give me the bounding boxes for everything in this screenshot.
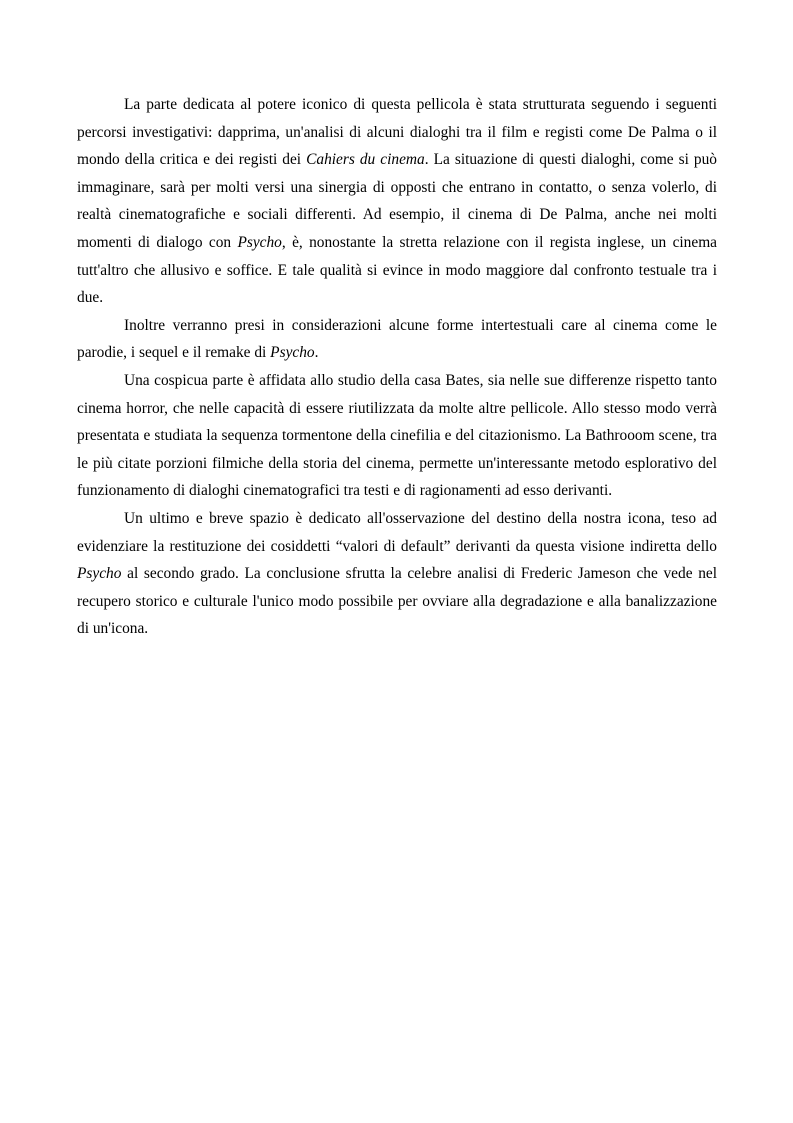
paragraph-text: Un ultimo e breve spazio è dedicato all'osservazione del destino della nostra icona, teso ad evidenziare la restituzione dei cosiddetti “valori di default” derivanti da questa visione indiretta dello xyxy=(77,509,717,555)
paragraph-text: Inoltre verranno presi in considerazioni alcune forme intertestuali care al cinema come le parodie, i sequel e il remake di xyxy=(77,316,717,362)
paragraph-text: La parte dedicata al potere iconico di questa pellicola è stata strutturata seguendo i seguenti percorsi investigativi: dapprima, un'analisi di alcuni dialoghi tra il film e registi come De Palma o il mondo della critica e dei registi dei xyxy=(77,96,717,169)
paragraph-text: , è, nonostante la stretta relazione con il regista inglese, un cinema tutt'altro che allusivo e soffice. E tale qualità si evince in modo maggiore dal confronto testuale tra i due. xyxy=(77,233,718,307)
paragraph-3 xyxy=(77,367,717,505)
paragraph-2 xyxy=(77,312,717,367)
paragraph-text: Una cospicua parte è affidata allo studio della casa Bates, sia nelle sue differenze rispetto tanto cinema horror, che nelle capacità di essere riutilizzata da molte altre pellicole. Allo stesso modo verrà presentata e studiata la sequenza tormentone della cinefilia e del citazionismo. La Bathrooom scene, tra le più citate porzioni filmiche della storia del cinema, permette un'interessante metodo esplorativo del funzionamento di dialoghi cinematografici tra testi e di ragionamenti ad esso derivanti. xyxy=(77,371,717,500)
paragraph-1 xyxy=(77,91,717,312)
paragraph-text: . La situazione di questi dialoghi, come si può immaginare, sarà per molti versi una sinergia di opposti che entrano in contatto, o senza volerlo, di realtà cinematografiche e sociali differenti. Ad esempio, il cinema di De Palma, anche nei molti momenti di dialogo con xyxy=(77,151,717,251)
paragraph-text: al secondo grado. La conclusione sfrutta la celebre analisi di Frederic Jameson che vede nel recupero storico e culturale l'unico modo possibile per ovviare alla degradazione e alla banalizzazione di un'icona. xyxy=(77,565,717,638)
paragraph-4 xyxy=(77,505,717,643)
paragraph-text: . xyxy=(314,344,319,362)
italic-title: Cahiers du cinema xyxy=(306,151,425,169)
document-page xyxy=(77,91,717,643)
italic-title: Psycho xyxy=(270,344,315,362)
italic-title: Psycho xyxy=(237,233,282,251)
italic-title: Psycho xyxy=(77,565,122,583)
